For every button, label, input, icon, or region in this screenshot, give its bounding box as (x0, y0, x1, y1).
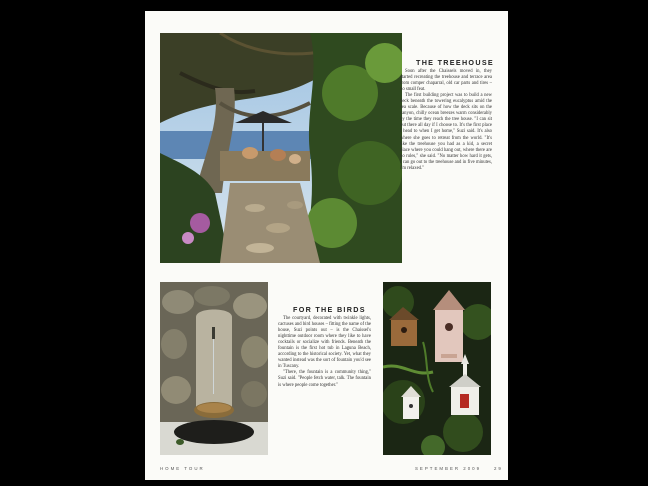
birdhouses-photo (383, 282, 491, 455)
footer-section-label: HOME TOUR (160, 466, 205, 471)
magazine-page (145, 11, 508, 480)
paragraph: The first building project was to build a new deck beneath the towering eucalyptus amid the sea scale. Because of how the deck sits on the canyon, chilly ocean breezes warm considerably by the time they reach the tree house. "I can sit out there all day if I choose to. It's the first place I head to when I get home," Suzi said. It's also where she goes to retreat from the world. "It's like the treehouse you had as a kid, a secret place where you could hang out, where there are no rules," she said. "No matter how hard it gets, I can go out to the treehouse and in five minutes, I'm relaxed." (400, 93, 492, 171)
birds-body-text (278, 316, 371, 389)
paragraph: The courtyard, decorated with twinkle lights, cactuses and bird houses – fitting the name of the house, Suzi points out – is the Chaissel's nighttime outdoor room where they like to have cocktails or socialize with friends. Beneath the fountain is the first hot tub in Laguna Beach, according to the historical society. Yet, what they wanted instead was the sort of fountain you'd see in Tuscany. (278, 316, 371, 370)
footer-date-page (415, 466, 503, 471)
footer-date: SEPTEMBER 2009 (415, 466, 482, 471)
paragraph: "There, the fountain is a community thing," Suzi said. "People fetch water, talk. The fountain is where people come together." (278, 370, 371, 388)
fountain-photo (160, 282, 268, 455)
section-heading-birds: FOR THE BIRDS (293, 305, 366, 314)
treehouse-body-text (400, 69, 492, 172)
treehouse-terrace-photo (160, 33, 402, 263)
section-heading-treehouse: THE TREEHOUSE (416, 58, 495, 67)
paragraph: Soon after the Chaissels moved in, they started recreating the treehouse and terrace area from comper chaparral, old car parts and tires – no small feat. (400, 69, 492, 93)
page-number: 29 (493, 466, 503, 471)
